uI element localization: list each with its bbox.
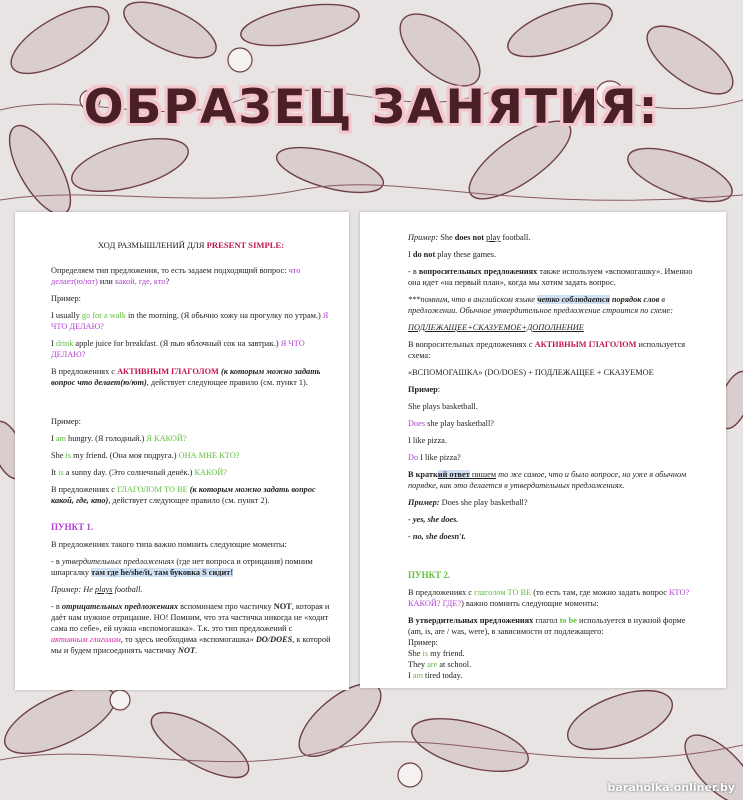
rule-question: - в вопросительных предложениях также используем «вспомогашку». Именно она идет «на первый план», когда мы хотим задать вопрос.	[408, 267, 693, 287]
example-sentence: I drink apple juice for breakfast. (Я пью яблочный сок на завтрак.) Я ЧТО ДЕЛАЮ?	[51, 339, 305, 359]
cheat-sheet-highlight: там где he/she/it, там буковка S сидит!	[91, 568, 234, 577]
example-sentence: Do I like pizza?	[408, 453, 461, 462]
example-sentence: They are at school.	[408, 660, 472, 669]
rule-affirmative: - в утвердительных предложениях (где нет вопроса и отрицания) помним шпаргалку там где he/she/it, там буковка S сидит!	[51, 557, 313, 577]
verb-highlight: are	[427, 660, 438, 669]
verb-highlight: am	[55, 434, 66, 443]
rule-highlight: АКТИВНЫМ ГЛАГОЛОМ	[534, 340, 637, 349]
example-sentence: Пример: Does she play basketball?	[408, 498, 528, 507]
example-sentence: She is my friend. (Она моя подруга.) ОНА МНЕ КТО?	[51, 451, 240, 460]
rule-paragraph: В предложениях с АКТИВНЫМ ГЛАГОЛОМ (к которым можно задать вопрос что делает(ю/ют), действует следующее правило (см. пункт 1).	[51, 367, 321, 387]
short-answer-yes: - yes, she does.	[408, 515, 459, 524]
example-sentence: Пример: She does not play football.	[408, 233, 531, 242]
question-highlight: Я ЧТО ДЕЛАЮ?	[51, 311, 329, 331]
scheme-question: «ВСПОМОГАШКА» (DO/DOES) + ПОДЛЕЖАЩЕЕ + СКАЗУЕМОЕ	[408, 368, 654, 377]
rule-highlight: ГЛАГОЛОМ TO BE	[117, 485, 188, 494]
example-label: Пример:	[51, 417, 81, 426]
question-highlight: Я ЧТО ДЕЛАЮ?	[51, 339, 305, 359]
section-intro: В предложениях с глаголом TO BE (то есть там, где можно задать вопрос КТО? КАКОЙ? ГДЕ?) важно помнить следующие моменты:	[408, 588, 690, 608]
rule-paragraph: В предложениях с ГЛАГОЛОМ TO BE (к которым можно задать вопрос какой, где, кто), действует следующее правило (см. пункт 2).	[51, 485, 316, 505]
example-sentence: I do not play these games.	[408, 250, 497, 259]
question-highlight: КАКОЙ?	[194, 468, 227, 477]
document-page-left	[15, 212, 349, 690]
short-answer-no: - no, she doesn't.	[408, 532, 466, 541]
example-sentence: She plays basketball.	[408, 402, 478, 411]
verb-highlight: drink	[55, 339, 74, 348]
example-sentence: I usually go for a walk in the morning. (Я обычно хожу на прогулку по утрам.) Я ЧТО ДЕЛАЮ?	[51, 311, 329, 331]
word-order-note: ***помним, что в английском языке четко соблюдается порядок слов в предложении. Обычное утвердительное предложение строится по схеме:	[408, 295, 673, 315]
verb-highlight: am	[412, 671, 423, 680]
question-highlight: какой, где, кто	[114, 277, 166, 286]
rule-highlight: глаголом TO BE	[474, 588, 532, 597]
page-title: ОБРАЗЕЦ ЗАНЯТИЯ:	[83, 80, 660, 135]
heading-text: ХОД РАЗМЫШЛЕНИЙ ДЛЯ	[97, 240, 205, 250]
verb-highlight: go for a walk	[81, 311, 126, 320]
example-label: Пример:	[408, 385, 441, 394]
section-heading-punkt-1: ПУНКТ 1.	[51, 522, 94, 532]
question-highlight: КТО? КАКОЙ? ГДЕ?	[408, 588, 690, 608]
example-sentence: I am tired today.	[408, 671, 463, 680]
intro-paragraph	[51, 265, 331, 287]
example-sentence: I am hungry. (Я голодный.) Я КАКОЙ?	[51, 434, 187, 443]
example-sentence: I like pizza.	[408, 436, 447, 445]
heading-highlight: PRESENT SIMPLE:	[206, 240, 285, 250]
auxiliary-highlight: Does	[408, 419, 426, 428]
example-label: Пример:	[51, 294, 81, 303]
question-highlight: что делает(ю/ют)	[51, 266, 301, 286]
rule-negative: - в отрицательных предложениях вспоминаем про частичку NOT, которая и даёт нам нужное отрицание. НО! Помним, что эта частичка никогда не «ходит сама по себе», ей нужна «вспомогашка». Т.к. это тип предложений с активным глаголом, то здесь необходима «вспомогашка» DO/DOES, к которой мы и будем присоединять частичку NOT.	[51, 602, 331, 655]
verb-highlight: is	[58, 468, 64, 477]
watermark: baraholka.onliner.by	[607, 781, 735, 794]
document-heading	[51, 240, 331, 251]
section-heading-punkt-2: ПУНКТ 2.	[408, 570, 451, 580]
scheme-statement: ПОДЛЕЖАЩЕЕ+СКАЗУЕМОЕ+ДОПОЛНЕНИЕ	[408, 323, 584, 332]
intro-text: ?	[165, 277, 170, 286]
verb-highlight: is	[422, 649, 429, 658]
intro-text: или	[97, 277, 115, 286]
short-answer-rule: В краткий ответ пишем то же самое, что и было вопросе, но уже в обычном порядке, как это делается в утвердительных предложениях.	[408, 470, 687, 490]
example-sentence: Does she play basketball?	[408, 419, 494, 428]
auxiliary-highlight: Do	[408, 453, 419, 462]
intro-text: Определяем тип предложения, то есть задаем подходящий вопрос:	[51, 266, 289, 275]
question-highlight: Я КАКОЙ?	[146, 434, 187, 443]
example-sentence: It is a sunny day. (Это солнечный денёк.) КАКОЙ?	[51, 468, 227, 477]
rule-highlight: АКТИВНЫМ ГЛАГОЛОМ	[117, 367, 219, 376]
section-intro: В предложениях такого типа важно помнить следующие моменты:	[51, 540, 287, 549]
example-sentence: She is my friend.	[408, 649, 465, 658]
document-page-right	[360, 212, 726, 688]
example-sentence: Пример: He plays football.	[51, 585, 143, 594]
to-be-block	[408, 615, 702, 681]
rule-affirmative: В утвердительных предложениях глагол to be используется в нужной форме (am, is, are / was, were), в зависимости от подлежащего:	[408, 616, 686, 636]
rule-paragraph: В вопросительных предложениях с АКТИВНЫМ ГЛАГОЛОМ используется схема:	[408, 340, 686, 360]
example-label: Пример:	[408, 638, 438, 647]
question-highlight: ОНА МНЕ КТО?	[178, 451, 240, 460]
verb-highlight: is	[65, 451, 72, 460]
